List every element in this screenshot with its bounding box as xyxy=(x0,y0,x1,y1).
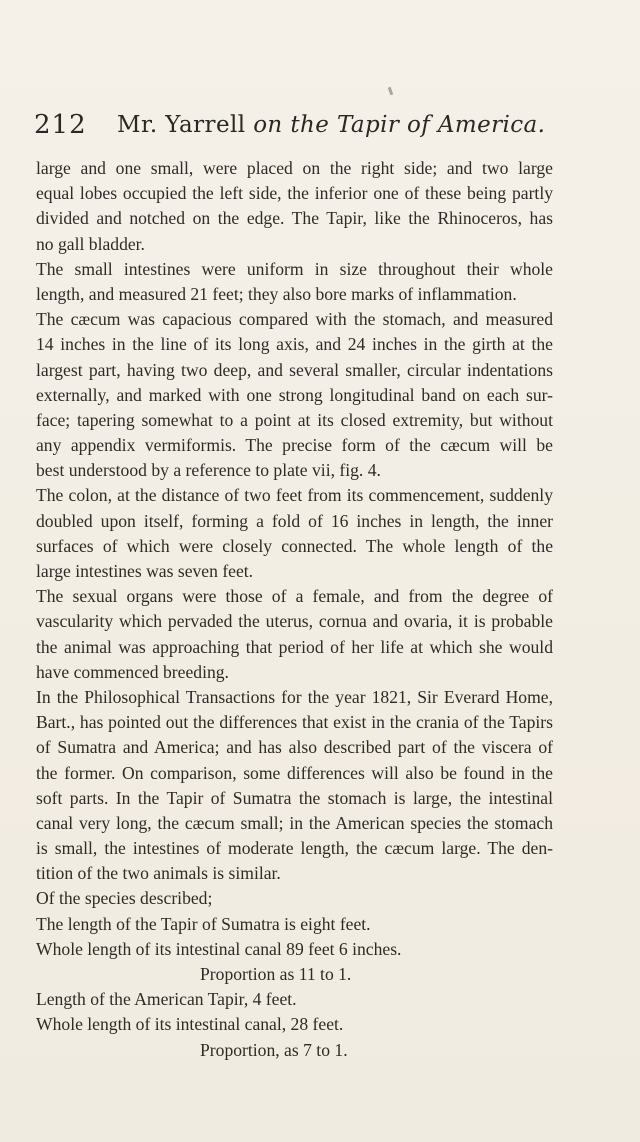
text-line: Whole length of its intestinal canal, 28 feet. xyxy=(36,1014,344,1035)
text-line: equal lobes occupied the left side, the inferior one of these being partly xyxy=(36,183,553,204)
text-line: tition of the two animals is similar. xyxy=(36,863,281,884)
title-on-the: on the xyxy=(253,112,330,138)
ink-speck xyxy=(388,87,394,96)
text-line: Of the species described; xyxy=(36,888,213,909)
text-line: doubled upon itself, forming a fold of 16 inches in length, the inner xyxy=(36,510,553,531)
text-line: length, and measured 21 feet; they also bore marks of inflammation. xyxy=(36,283,517,304)
text-line: Bart., has pointed out the differences that exist in the crania of the Tapirs xyxy=(36,712,553,733)
text-line: Proportion as 11 to 1. xyxy=(200,964,352,984)
text-line: surfaces of which were closely connected. The whole length of the xyxy=(36,535,553,556)
text-line: no gall bladder. xyxy=(36,233,145,254)
title-author: Mr. Yarrell xyxy=(117,112,254,138)
text-line: The cæcum was capacious compared with the stomach, and measured xyxy=(36,309,553,330)
text-line: divided and notched on the edge. The Tapir, like the Rhinoceros, has xyxy=(36,208,553,229)
page-number: 212 xyxy=(34,110,87,140)
text-line: The colon, at the distance of two feet from its commencement, suddenly xyxy=(36,485,553,506)
text-line: Length of the American Tapir, 4 feet. xyxy=(36,989,297,1010)
title-tapir: Tapir xyxy=(329,112,407,138)
text-line: is small, the intestines of moderate length, the cæcum large. The den- xyxy=(36,838,553,859)
text-line: best understood by a reference to plate vii, fig. 4. xyxy=(36,460,381,481)
text-line: The length of the Tapir of Sumatra is eight feet. xyxy=(36,913,371,934)
text-line: 14 inches in the line of its long axis, and 24 inches in the girth at the xyxy=(36,334,553,355)
text-line: canal very long, the cæcum small; in the American species the stomach xyxy=(36,812,553,833)
text-line: largest part, having two deep, and several smaller, circular indentations xyxy=(36,359,553,380)
running-header xyxy=(0,110,640,146)
text-line: The small intestines were uniform in size throughout their whole xyxy=(36,258,553,279)
text-line: In the Philosophical Transactions for the year 1821, Sir Everard Home, xyxy=(36,686,553,707)
text-line: vascularity which pervaded the uterus, cornua and ovaria, it is probable xyxy=(36,611,553,632)
running-title xyxy=(117,112,545,138)
text-line: any appendix vermiformis. The precise form of the cæcum will be xyxy=(36,435,553,456)
title-of: of xyxy=(407,112,431,138)
body-text xyxy=(36,156,553,1063)
text-line: externally, and marked with one strong longitudinal band on each sur- xyxy=(36,384,553,405)
text-line: the animal was approaching that period of her life at which she would xyxy=(36,636,553,657)
text-line: the former. On comparison, some differences will also be found in the xyxy=(36,762,553,783)
text-line: Proportion, as 7 to 1. xyxy=(200,1039,348,1060)
text-line: soft parts. In the Tapir of Sumatra the stomach is large, the intestinal xyxy=(36,787,553,808)
text-line: have commenced breeding. xyxy=(36,661,229,682)
text-line: The sexual organs were those of a female, and from the degree of xyxy=(36,586,553,607)
text-line: large and one small, were placed on the right side; and two large xyxy=(36,158,553,178)
text-line: Whole length of its intestinal canal 89 feet 6 inches. xyxy=(36,938,402,959)
text-line: face; tapering somewhat to a point at its closed extremity, but without xyxy=(36,409,553,430)
text-line: large intestines was seven feet. xyxy=(36,561,254,581)
title-america: America. xyxy=(430,112,546,138)
text-line: of Sumatra and America; and has also described part of the viscera of xyxy=(36,737,553,758)
